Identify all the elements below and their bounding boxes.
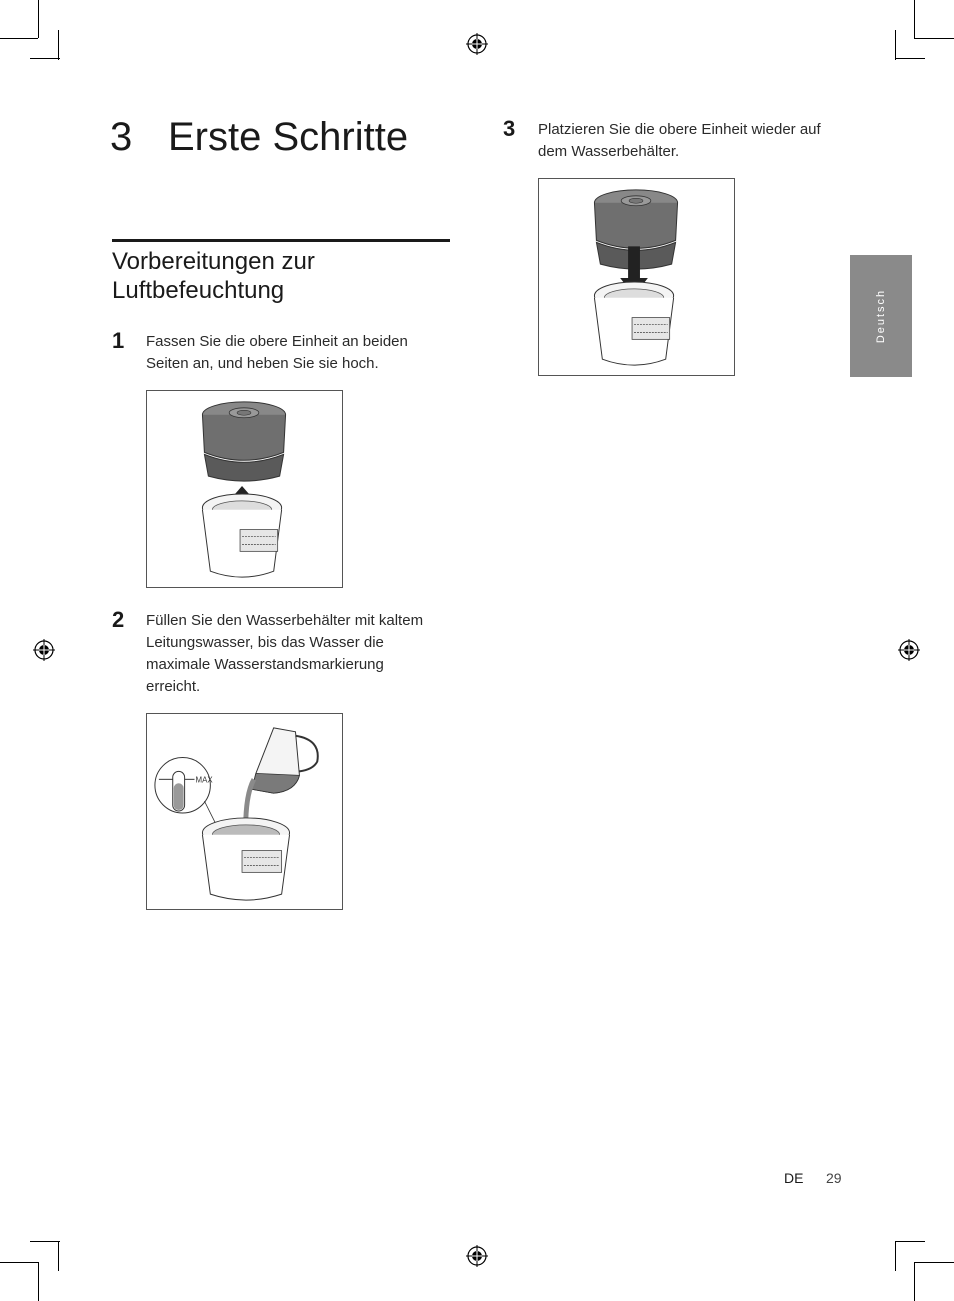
section-title: Vorbereitungen zur Luftbefeuchtung (112, 248, 315, 304)
figure-fill-water (146, 713, 343, 910)
crop-mark (38, 0, 39, 38)
crop-mark (30, 58, 60, 59)
crop-mark (914, 1262, 954, 1263)
crop-mark (58, 1241, 59, 1271)
registration-mark-icon (33, 639, 55, 661)
step-3-text: Platzieren Sie die obere Einheit wieder auf dem Wasserbehälter. (538, 121, 821, 160)
registration-mark-icon (466, 33, 488, 55)
crop-mark (914, 1262, 915, 1301)
footer-language: DE (784, 1170, 804, 1186)
registration-mark-icon (898, 639, 920, 661)
language-tab (850, 255, 912, 377)
step-2-number: 2 (112, 607, 125, 632)
crop-mark (58, 30, 59, 60)
crop-mark (895, 1241, 925, 1242)
max-label: MAX (195, 775, 213, 785)
chapter-number: 3 (110, 115, 133, 159)
figure-lift-top-unit (146, 390, 343, 588)
crop-mark (914, 0, 915, 38)
lift-unit-illustration (147, 391, 342, 587)
chapter-title: Erste Schritte (168, 115, 409, 159)
figure-place-top-unit (538, 178, 735, 376)
step-1-number: 1 (112, 328, 125, 353)
crop-mark (895, 30, 896, 60)
crop-mark (895, 58, 925, 59)
page-number: 29 (826, 1170, 842, 1186)
step-2-text: Füllen Sie den Wasserbehälter mit kaltem Leitungswasser, bis das Wasser die maximale Wasserstandsmarkierung erreicht. (146, 612, 424, 695)
crop-mark (0, 1262, 38, 1263)
crop-mark (895, 1241, 896, 1271)
place-unit-illustration (539, 179, 734, 375)
fill-water-illustration (147, 714, 342, 909)
registration-mark-icon (466, 1245, 488, 1267)
step-1-text: Fassen Sie die obere Einheit an beiden Seiten an, und heben Sie sie hoch. (146, 333, 408, 372)
crop-mark (0, 38, 38, 39)
crop-mark (38, 1262, 39, 1301)
section-rule (112, 239, 450, 242)
crop-mark (914, 38, 954, 39)
language-tab-label: Deutsch (875, 288, 887, 344)
step-3-number: 3 (503, 116, 516, 141)
crop-mark (30, 1241, 60, 1242)
